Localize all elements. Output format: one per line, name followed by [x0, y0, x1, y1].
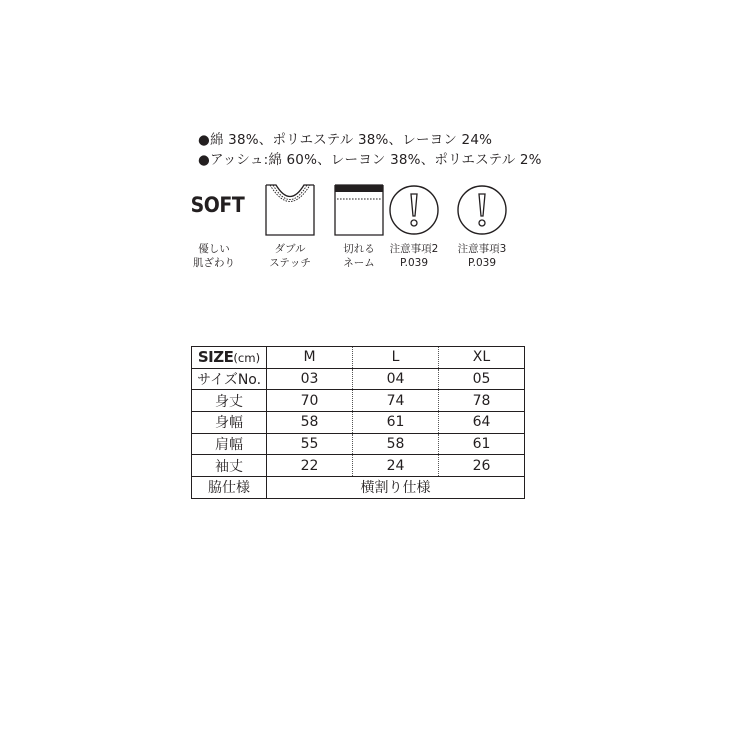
feature-soft: [188, 184, 245, 270]
table-row: [192, 390, 525, 412]
table-cell: 04: [353, 368, 439, 390]
size-table: [191, 346, 525, 499]
feature-label: ネーム: [343, 257, 375, 269]
table-cell: 61: [439, 433, 525, 455]
feature-label: P.039: [399, 257, 429, 269]
table-cell: 26: [439, 455, 525, 477]
feature-label: 注意事項2: [389, 243, 439, 255]
column-header: L: [353, 347, 439, 369]
column-header: M: [267, 347, 353, 369]
feature-caution-3: [456, 184, 508, 270]
feature-label: ダブル: [274, 243, 306, 255]
table-row: [192, 433, 525, 455]
feature-label: 肌ざわり: [193, 257, 235, 269]
table-cell: 03: [267, 368, 353, 390]
table-cell: 58: [353, 433, 439, 455]
feature-label: 切れる: [343, 243, 375, 255]
double-stitch-icon: [264, 184, 316, 236]
row-label: 身丈: [192, 390, 267, 412]
feature-label: P.039: [467, 257, 497, 269]
table-cell: 05: [439, 368, 525, 390]
table-row: [192, 368, 525, 390]
tear-away-label-icon: [333, 184, 385, 236]
material-line: ●綿 38%、ポリエステル 38%、レーヨン 24%: [198, 132, 493, 148]
table-cell: 61: [353, 412, 439, 434]
row-label: 身幅: [192, 412, 267, 434]
table-cell: 64: [439, 412, 525, 434]
row-label: 脇仕様: [192, 477, 267, 499]
feature-label: ステッチ: [269, 257, 311, 269]
table-cell: 24: [353, 455, 439, 477]
size-header-cell: SIZE(cm): [192, 347, 267, 369]
feature-label: 注意事項3: [457, 243, 507, 255]
soft-icon: SOFT: [190, 193, 245, 217]
row-label: 袖丈: [192, 455, 267, 477]
table-cell: 74: [353, 390, 439, 412]
feature-caution-2: [388, 184, 440, 270]
row-label: 肩幅: [192, 433, 267, 455]
table-row: [192, 412, 525, 434]
material-line-ash: ●アッシュ:綿 60%、レーヨン 38%、ポリエステル 2%: [198, 152, 542, 168]
size-header-row: [192, 347, 525, 369]
table-row: [192, 455, 525, 477]
table-cell: 70: [267, 390, 353, 412]
table-row-side-spec: [192, 477, 525, 499]
table-cell-side-spec: 横割り仕様: [267, 477, 525, 499]
column-header: XL: [439, 347, 525, 369]
row-label: サイズNo.: [192, 368, 267, 390]
exclamation-circle-icon: [388, 184, 440, 236]
exclamation-circle-icon: [456, 184, 508, 236]
feature-label: 優しい: [198, 243, 230, 255]
table-cell: 22: [267, 455, 353, 477]
material-composition: [198, 130, 542, 170]
table-cell: 78: [439, 390, 525, 412]
feature-double-stitch: [264, 184, 316, 270]
feature-tear-away-label: [333, 184, 385, 270]
table-cell: 58: [267, 412, 353, 434]
table-cell: 55: [267, 433, 353, 455]
